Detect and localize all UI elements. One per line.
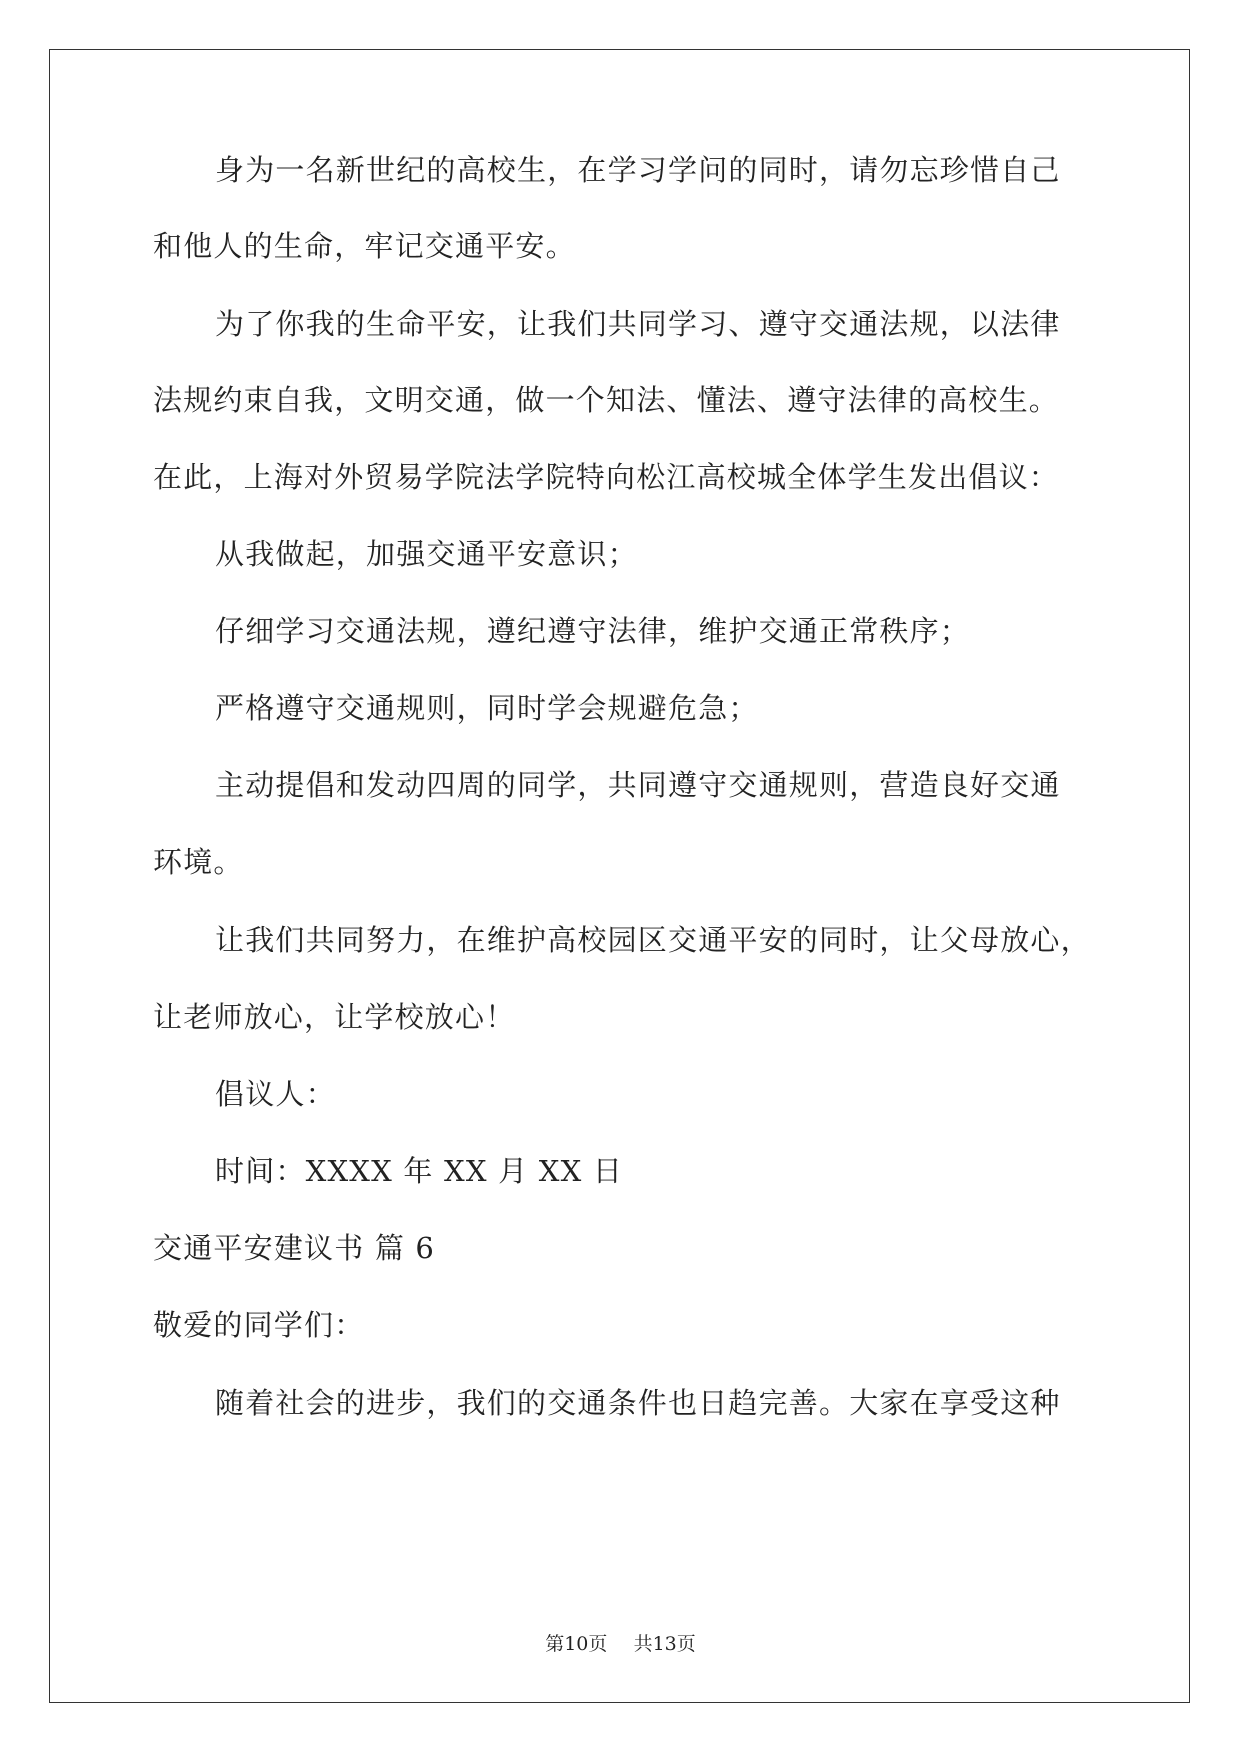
paragraph-line: 为了你我的生命平安，让我们共同学习、遵守交通法规，以法律 (215, 307, 1061, 341)
page-total: 共13页 (633, 1633, 696, 1655)
signatory-label: 倡议人： (215, 1077, 336, 1111)
paragraph-line: 仔细学习交通法规，遵纪遵守法律，维护交通正常秩序； (215, 614, 971, 648)
page-number: 第10页 (545, 1633, 608, 1655)
paragraph-line: 身为一名新世纪的高校生，在学习学问的同时，请勿忘珍惜自己 (215, 153, 1061, 187)
section-heading: 交通平安建议书 篇 6 (153, 1231, 436, 1265)
paragraph-line: 和他人的生命，牢记交通平安。 (153, 229, 576, 263)
paragraph-line: 环境。 (153, 845, 244, 879)
paragraph-line: 在此，上海对外贸易学院法学院特向松江高校城全体学生发出倡议： (153, 460, 1060, 494)
paragraph-line: 让我们共同努力，在维护高校园区交通平安的同时，让父母放心， (215, 923, 1091, 957)
paragraph-line: 从我做起，加强交通平安意识； (215, 537, 638, 571)
date-line: 时间：XXXX 年 XX 月 XX 日 (215, 1154, 624, 1188)
paragraph-line: 法规约束自我，文明交通，做一个知法、懂法、遵守法律的高校生。 (153, 383, 1060, 417)
salutation: 敬爱的同学们： (153, 1308, 365, 1342)
page-footer (0, 1631, 1241, 1657)
paragraph-line: 随着社会的进步，我们的交通条件也日趋完善。大家在享受这种 (215, 1386, 1061, 1420)
paragraph-line: 严格遵守交通规则，同时学会规避危急； (215, 691, 759, 725)
paragraph-line: 让老师放心，让学校放心！ (153, 1000, 516, 1034)
paragraph-line: 主动提倡和发动四周的同学，共同遵守交通规则，营造良好交通 (215, 768, 1061, 802)
